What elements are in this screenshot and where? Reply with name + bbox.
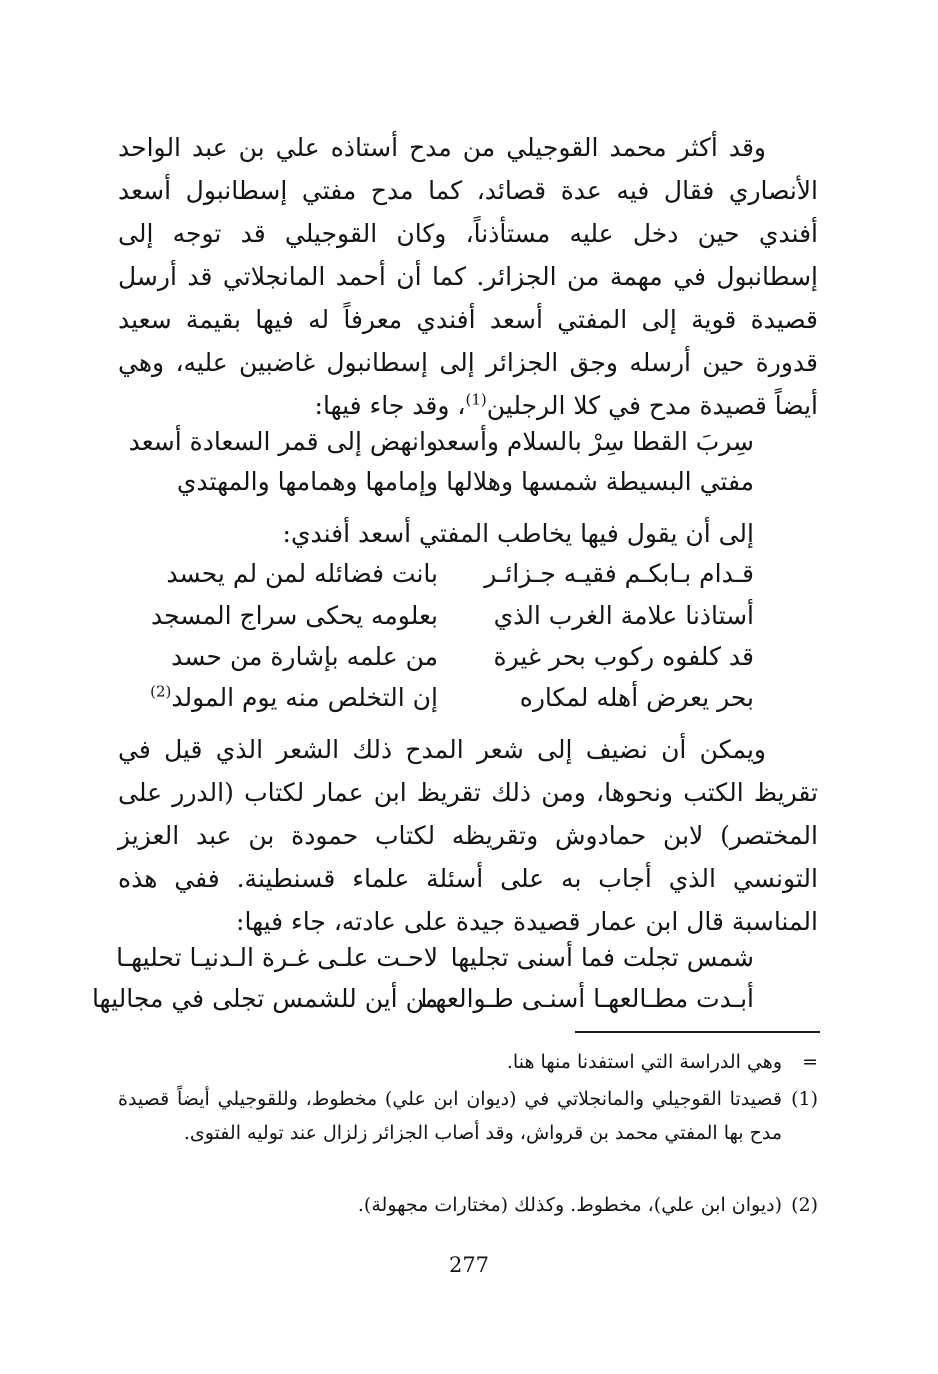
footnote-marker: (2) bbox=[791, 1194, 818, 1216]
verse-first-hemistich: سِربَ القطا سِرْ بالسلام وأسعد bbox=[433, 427, 754, 456]
body-paragraph-2 bbox=[118, 728, 818, 943]
verse-second-hemistich: وإمامها وهمامها والمهتدي bbox=[176, 467, 438, 496]
verse-line bbox=[118, 422, 818, 462]
verse-first-hemistich: أبـدت مطـالعهـا أسنـى طـوالعهـا bbox=[420, 984, 754, 1013]
transition-line bbox=[118, 514, 818, 554]
verse-line bbox=[118, 637, 818, 677]
footnote-marker: (1) bbox=[791, 1088, 818, 1110]
verse-first-hemistich: شمس تجلت فما أسنى تجليها bbox=[450, 943, 754, 972]
footnote-separator bbox=[575, 1031, 820, 1033]
verse-first-hemistich: أستاذنا علامة الغرب الذي bbox=[493, 601, 754, 630]
footnote bbox=[118, 1045, 818, 1079]
transition-text: إلى أن يقول فيها يخاطب المفتي أسعد أفندي: bbox=[282, 519, 754, 548]
verse-first-hemistich: بحر يعرض أهله لمكاره bbox=[519, 683, 754, 712]
verse-second-hemistich: بانت فضائله لمن لم يحسد bbox=[166, 559, 438, 588]
footnote-marker: = bbox=[802, 1051, 818, 1073]
body-paragraph-1 bbox=[118, 126, 818, 427]
verse-first-hemistich: قـدام بـابكـم فقيـه جـزائـر bbox=[484, 559, 754, 588]
footnote bbox=[118, 1188, 818, 1222]
footnote-text: وهي الدراسة التي استفدنا منها هنا. bbox=[506, 1051, 782, 1073]
verse-line bbox=[118, 938, 818, 978]
verse-first-hemistich: قد كلفوه ركوب بحر غيرة bbox=[493, 642, 754, 671]
verse-line bbox=[118, 554, 818, 594]
paragraph-2-text: ويمكن أن نضيف إلى شعر المدح ذلك الشعر الذي قيل في تقريظ الكتب ونحوها، ومن ذلك تقريظ ابن عمار لكتاب (الدرر على المختصر) لابن حمادوش وتقريظه لكتاب حمودة بن عبد العزيز التونسي الذي أجاب به على أسئلة علماء قسنطينة. ففي هذه المناسبة قال ابن عمار قصيدة جيدة على عادته، جاء فيها: bbox=[118, 735, 818, 936]
verse-second-hemistich: لاحـت علـى غـرة الـدنيـا تحليهـا bbox=[116, 943, 438, 972]
verse-line bbox=[118, 678, 818, 718]
page-number: 277 bbox=[448, 1253, 490, 1277]
paragraph-1-text: وقد أكثر محمد القوجيلي من مدح أستاذه علي بن عبد الواحد الأنصاري فقال فيه عدة قصائد، كما مدح مفتي إسطانبول أسعد أفندي حين دخل عليه مستأذناً، وكان القوجيلي قد توجه إلى إسطانبول في مهمة من الجزائر. كما أن أحمد المانجلاتي قد أرسل قصيدة قوية إلى المفتي أسعد أفندي معرفاً له فيها بقيمة سعيد قدورة حين أرسله وجق الجزائر إلى إسطانبول غاضبين عليه، وهي أيضاً قصيدة مدح في كلا الرجلين bbox=[118, 133, 818, 420]
verse-line bbox=[118, 596, 818, 636]
verse-first-hemistich: مفتي البسيطة شمسها وهلالها bbox=[446, 467, 754, 496]
footnote-ref-2: (2) bbox=[150, 682, 172, 701]
footnote-text: (ديوان ابن علي)، مخطوط. وكذلك (مختارات مجهولة). bbox=[357, 1194, 782, 1216]
footnote bbox=[118, 1082, 818, 1150]
verse-second-hemistich-with-ref bbox=[150, 678, 438, 718]
footnote-ref-1: (1) bbox=[465, 390, 487, 409]
verse-second-hemistich: وانهض إلى قمر السعادة أسعد bbox=[128, 427, 438, 456]
verse-second-hemistich: بعلومه يحكى سراج المسجد bbox=[151, 601, 438, 630]
verse-line bbox=[91, 979, 818, 1019]
footnote-text: قصيدتا القوجيلي والمانجلاتي في (ديوان ابن علي) مخطوط، وللقوجيلي أيضاً قصيدة مدح بها المفتي محمد بن قرواش، وقد أصاب الجزائر زلزال عند توليه الفتوى. bbox=[118, 1088, 782, 1144]
verse-second-hemistich: إن التخلص منه يوم المولد bbox=[171, 683, 438, 712]
verse-second-hemistich: من علمه بإشارة من حسد bbox=[171, 642, 438, 671]
verse-line bbox=[118, 462, 818, 502]
verse-second-hemistich: من أين للشمس تجلى في مجاليها bbox=[91, 984, 438, 1013]
paragraph-1-tail: ، وقد جاء فيها: bbox=[314, 391, 466, 420]
